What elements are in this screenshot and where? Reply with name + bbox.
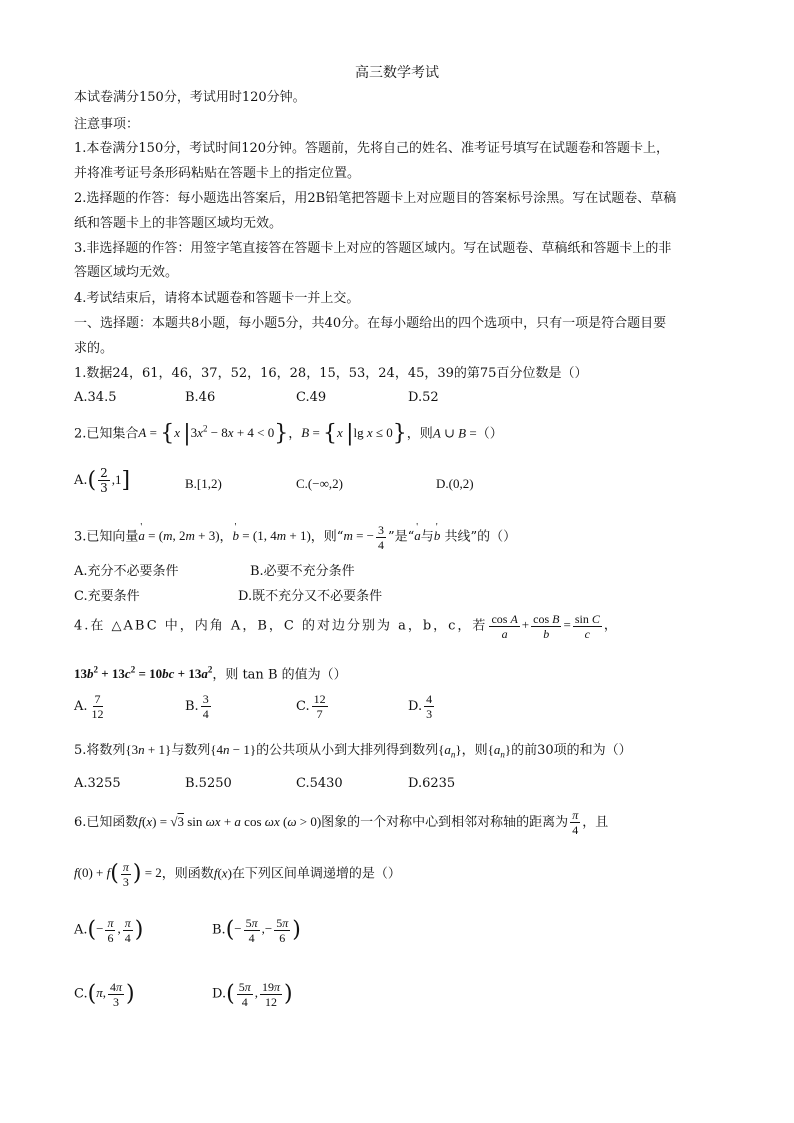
q1-option-d: D.52: [408, 390, 439, 405]
q5-option-d: D.6235: [408, 776, 456, 791]
q2-option-c: C.(−∞,2): [296, 476, 343, 491]
condition-expr: m = − $\frac{3}{4}$: [343, 523, 384, 552]
section-heading-cont: 求的。: [74, 341, 114, 356]
question-1-stem: 1.数据24，61，46，37，52，16，28，15，53，24，45，39的第75百分位数是（）: [74, 366, 588, 381]
set-b-expr: B = {x |lg x ≤ 0}: [301, 421, 407, 447]
q6-option-c: C.(π, $\frac{4\pi}{3}$ ): [74, 980, 135, 1009]
q4-option-c: C. $\frac{12}{7}$: [296, 692, 326, 721]
sequence-2-expr: {4n − 1}: [210, 742, 257, 757]
sequence-an-expr: $\{a_n\}$: [438, 742, 462, 760]
function-condition-expr: f(0) + f( $\frac{\pi}{3}$ ) = 2: [74, 860, 162, 889]
vector-b-expr: ' b = (1, 4m + 1): [233, 528, 311, 543]
vector-a-expr: ' a = (m, 2m + 3): [138, 528, 219, 543]
question-2-stem: 2.已知集合A = {x $|3x^2 - 8x + 4 < 0$}，B = {x |lg x ≤ 0}，则A ∪ B =（）: [74, 421, 503, 447]
note-line: 纸和答题卡上的非答题区域均无效。: [74, 216, 283, 231]
trig-condition-expr: $\frac{\text{cos A}}{a}$ + $\frac{\text{cos B}}{b}$ = $\frac{\text{sin C}}{c}$ ，: [491, 612, 617, 641]
q4-option-a: A. $\frac{7}{12}$: [74, 692, 104, 721]
function-expr: f(x) = √3 sin ωx + a cos ωx (ω > 0): [138, 814, 322, 829]
page-title: 高三数学考试: [355, 65, 439, 81]
q1-option-b: B.46: [185, 390, 216, 405]
section-heading: 一、选择题：本题共8小题，每小题5分，共40分。在每小题给出的四个选项中，只有一项是符合题目要: [74, 316, 667, 331]
q6-option-b: B.(− $\frac{5\pi}{4}$ ,− $\frac{5\pi}{6}$ ): [212, 916, 301, 945]
side-relation-expr: $13b^2 + 13c^2 = 10bc + 13a^2$: [74, 665, 213, 682]
question-4-stem: 4.在 △ABC 中，内角 A，B，C 的对边分别为 a，b，c，若 $\frac{\text{cos A}}{a}$ + $\frac{\text{cos B}}{b}$ = $\frac{\text{sin C}}{c}$ ，: [74, 612, 617, 641]
q5-option-c: C.5430: [296, 776, 343, 791]
q5-option-a: A.3255: [74, 776, 121, 791]
q6-option-d: D.( $\frac{5\pi}{4}$ , $\frac{19\pi}{12}$ ): [212, 980, 293, 1009]
question-6-line2: f(0) + f( $\frac{\pi}{3}$ ) = 2，则函数f(x)在下列区间单调递增的是（）: [74, 860, 401, 889]
intro-text: 本试卷满分150分，考试用时120分钟。: [74, 90, 306, 105]
note-line: 4.考试结束后，请将本试题卷和答题卡一并上交。: [74, 291, 360, 306]
q3-option-c: C.充要条件: [74, 589, 140, 604]
q3-option-d: D.既不充分又不必要条件: [238, 589, 383, 604]
note-line: 1.本卷满分150分，考试时间120分钟。答题前，先将自己的姓名、准考证号填写在试题卷和答题卡上，: [74, 141, 670, 156]
note-line: 并将准考证号条形码粘贴在答题卡上的指定位置。: [74, 166, 361, 181]
q1-option-a: A.34.5: [74, 390, 117, 405]
question-5-stem: 5.将数列{3n + 1}与数列{4n − 1}的公共项从小到大排列得到数列$\{a_n\}$，则$\{a_n\}$的前30项的和为（）: [74, 742, 632, 760]
q1-option-c: C.49: [296, 390, 327, 405]
note-line: 2.选择题的作答：每小题选出答案后，用2B铅笔把答题卡上对应题目的答案标号涂黑。写在试题卷、草稿: [74, 191, 677, 206]
q5-option-b: B.5250: [185, 776, 232, 791]
q3-option-b: B.必要不充分条件: [250, 564, 355, 579]
q4-option-b: B. $\frac{3}{4}$: [185, 692, 209, 721]
note-line: 答题区域均无效。: [74, 265, 179, 280]
set-a-expr: A = {x $|3x^2 - 8x + 4 < 0$}: [138, 421, 289, 447]
sequence-1-expr: {3n + 1}: [125, 742, 172, 757]
sequence-an-expr: $\{a_n\}$: [487, 742, 512, 760]
q6-option-a: A.(− $\frac{\pi}{6}$ , $\frac{\pi}{4}$ ): [74, 916, 144, 945]
note-line: 3.非选择题的作答：用签字笔直接答在答题卡上对应的答题区域内。写在试题卷、草稿纸和答题卡上的非: [74, 241, 672, 256]
q3-option-a: A.充分不必要条件: [74, 564, 179, 579]
question-6-stem: 6.已知函数f(x) = √3 sin ωx + a cos ωx (ω > 0)图象的一个对称中心到相邻对称轴的距离为 $\frac{\pi}{4}$ ，且: [74, 808, 609, 837]
q2-option-b: B.[1,2): [185, 476, 222, 491]
question-4-line2: $13b^2 + 13c^2 = 10bc + 13a^2$，则 tan B 的值为（）: [74, 665, 347, 683]
union-expr: A ∪ B =: [432, 425, 477, 441]
q4-option-d: D. $\frac{4}{3}$: [408, 692, 433, 721]
q2-option-a: A.( $\frac{2}{3}$ ,1]: [74, 466, 131, 495]
q2-prefix: 2.已知集合: [74, 426, 139, 442]
question-3-stem: 3.已知向量' a = (m, 2m + 3)，' b = (1, 4m + 1)，则“m = − $\frac{3}{4}$ ”是“' a与' b 共线”的（）: [74, 523, 734, 552]
notice-heading: 注意事项：: [74, 117, 140, 132]
q2-option-d: D.(0,2): [436, 476, 474, 491]
